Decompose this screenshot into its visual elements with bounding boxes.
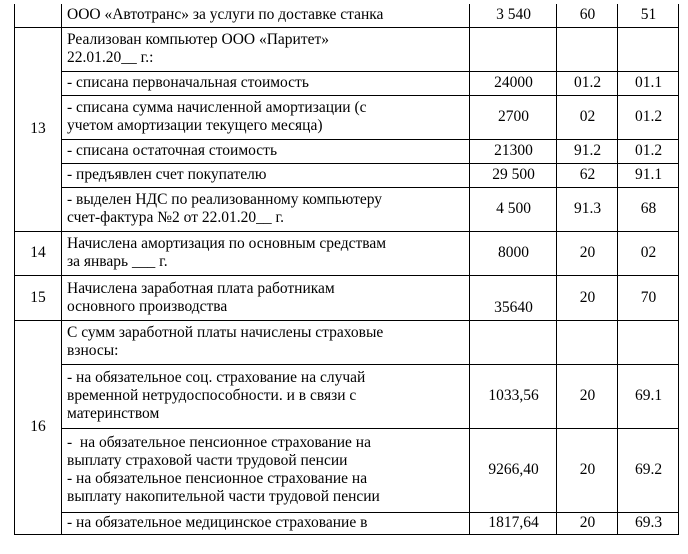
- debit-account: 20: [557, 231, 618, 275]
- amount-cell: 3 540: [470, 4, 557, 27]
- description-line: - списана остаточная стоимость: [67, 142, 278, 159]
- description-line: Реализован компьютер ООО «Паритет»: [67, 31, 330, 48]
- description-line: С сумм заработной платы начислены страховые: [67, 324, 384, 341]
- table-row: [15, 320, 679, 364]
- amount-cell: 35640: [470, 275, 557, 320]
- description-line: материнством: [67, 405, 160, 422]
- description-line: - выделен НДС по реализованному компьютеру: [67, 191, 383, 208]
- description-line: за январь ___ г.: [67, 253, 168, 270]
- description-line: - списана первоначальная стоимость: [67, 74, 309, 91]
- debit-account: 62: [557, 163, 618, 187]
- amount-cell: 1817,64: [470, 512, 557, 534]
- credit-account: 68: [618, 187, 679, 231]
- description-line: основного производства: [67, 297, 228, 315]
- table-row: [15, 27, 679, 71]
- description-line: Начислена заработная плата работникам: [67, 279, 335, 297]
- amount-cell: 1033,56: [470, 364, 557, 428]
- row-number: 13: [15, 27, 62, 231]
- operation-description: [62, 231, 470, 275]
- debit-account: 91.2: [557, 139, 618, 163]
- operation-description: [62, 364, 470, 428]
- amount-cell: 8000: [470, 231, 557, 275]
- credit-account: 69.1: [618, 364, 679, 428]
- description-line: учетом амортизации текущего месяца): [67, 117, 323, 134]
- table-row: [15, 163, 679, 187]
- description-line: Начислена амортизация по основным средствам: [67, 235, 387, 252]
- operation-description: [62, 320, 470, 364]
- amount-cell: 24000: [470, 71, 557, 95]
- description-line: 22.01.20__ г.:: [67, 49, 154, 66]
- description-line: - на обязательное пенсионное страхование на: [67, 434, 371, 451]
- description-line: выплату страховой части трудовой пенсии: [67, 452, 348, 469]
- debit-account: 20: [557, 275, 618, 320]
- debit-account: 91.3: [557, 187, 618, 231]
- credit-account: 69.3: [618, 512, 679, 534]
- operation-description: [62, 275, 470, 320]
- debit-account: 60: [557, 4, 618, 27]
- description-line: счет-фактура №2 от 22.01.20__ г.: [67, 209, 284, 226]
- debit-account: [557, 27, 618, 71]
- credit-account: 01.1: [618, 71, 679, 95]
- operation-description: [62, 512, 470, 534]
- credit-account: 69.2: [618, 428, 679, 512]
- operation-description: [62, 4, 470, 27]
- table-row: [15, 71, 679, 95]
- row-number: 15: [15, 275, 62, 320]
- amount-cell: 9266,40: [470, 428, 557, 512]
- amount-cell: 4 500: [470, 187, 557, 231]
- table-row: [15, 187, 679, 231]
- amount-cell: [470, 320, 557, 364]
- debit-account: 20: [557, 364, 618, 428]
- table-row: [15, 512, 679, 534]
- operation-description: [62, 71, 470, 95]
- operation-description: [62, 139, 470, 163]
- credit-account: 70: [618, 275, 679, 320]
- table-row: [15, 428, 679, 512]
- description-line: взносы:: [67, 342, 119, 359]
- credit-account: 91.1: [618, 163, 679, 187]
- credit-account: 51: [618, 4, 679, 27]
- credit-account: 02: [618, 231, 679, 275]
- credit-account: [618, 27, 679, 71]
- amount-cell: 2700: [470, 95, 557, 139]
- description-line: - на обязательное пенсионное страхование на: [67, 470, 368, 487]
- journal-table: [14, 4, 679, 535]
- operation-description: [62, 187, 470, 231]
- operation-description: [62, 428, 470, 512]
- debit-account: [557, 320, 618, 364]
- description-line: ООО «Автотранс» за услуги по доставке станка: [67, 6, 384, 24]
- amount-cell: [470, 27, 557, 71]
- description-line: - на обязательное медицинское страхование в: [67, 514, 368, 531]
- operation-description: [62, 163, 470, 187]
- row-number: 16: [15, 320, 62, 534]
- debit-account: 02: [557, 95, 618, 139]
- debit-account: 20: [557, 428, 618, 512]
- description-line: - списана сумма начисленной амортизации (с: [67, 99, 367, 116]
- amount-cell: 29 500: [470, 163, 557, 187]
- table-row: [15, 95, 679, 139]
- table-row: [15, 139, 679, 163]
- description-line: выплату накопительной части трудовой пенсии: [67, 488, 380, 505]
- operation-description: [62, 95, 470, 139]
- description-line: - на обязательное соц. страхование на случай: [67, 369, 366, 386]
- credit-account: 01.2: [618, 95, 679, 139]
- credit-account: [618, 320, 679, 364]
- row-number: [15, 4, 62, 27]
- credit-account: 01.2: [618, 139, 679, 163]
- debit-account: 01.2: [557, 71, 618, 95]
- debit-account: 20: [557, 512, 618, 534]
- description-line: - предъявлен счет покупателю: [67, 166, 267, 183]
- table-row: [15, 231, 679, 275]
- amount-cell: 21300: [470, 139, 557, 163]
- description-line: временной нетрудоспособности. и в связи с: [67, 387, 357, 404]
- table-row: [15, 275, 679, 320]
- table-row: [15, 364, 679, 428]
- operation-description: [62, 27, 470, 71]
- row-number: 14: [15, 231, 62, 275]
- table-row: [15, 4, 679, 27]
